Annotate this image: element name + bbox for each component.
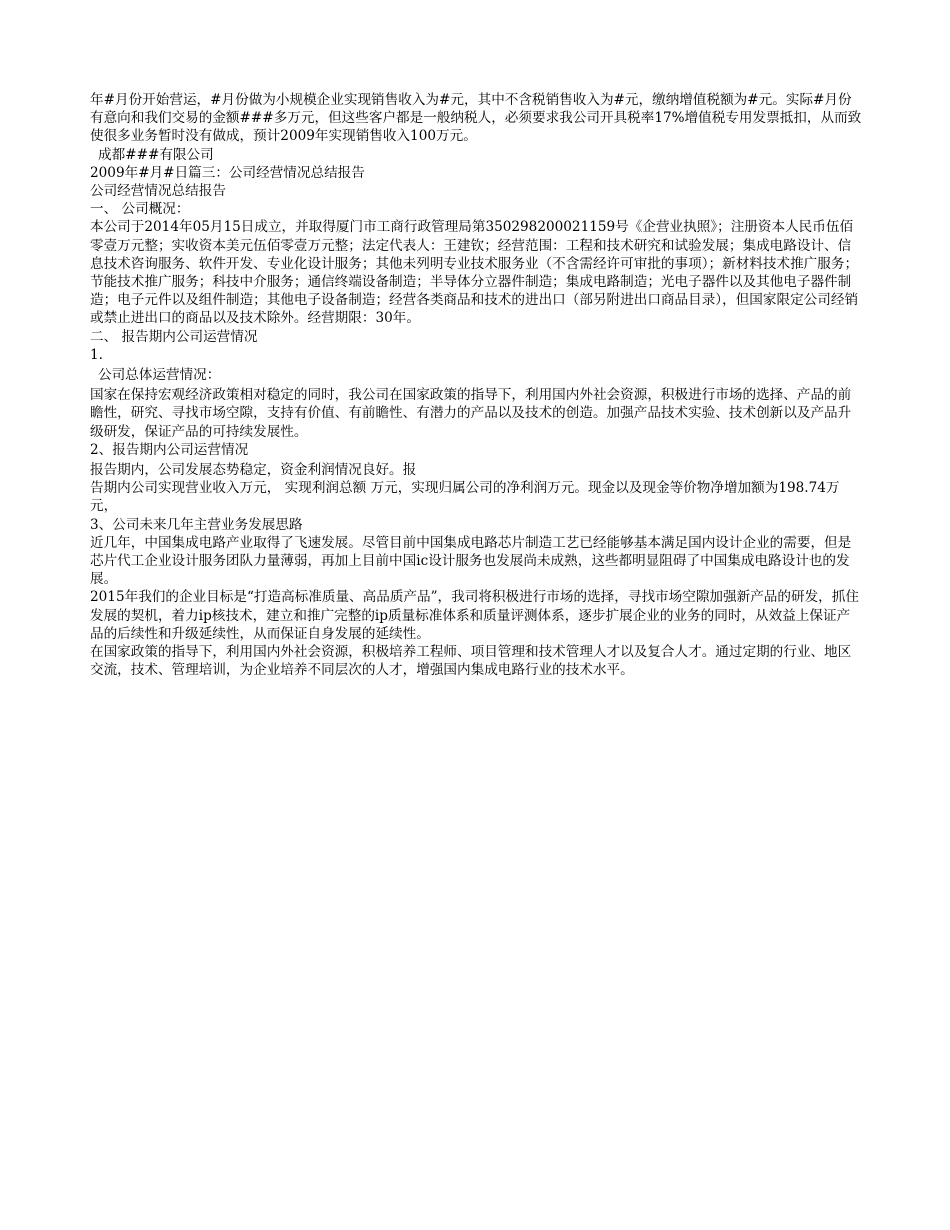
- date-and-chapter-title: 2009年#月#日篇三：公司经营情况总结报告: [90, 164, 365, 181]
- paragraph-period-revenue: 告期内公司实现营业收入万元， 实现利润总额 万元，实现归属公司的净利润万元。现金以及现金等价物净增加额为198.74万元，: [90, 480, 840, 515]
- paragraph-talent-development: 在国家政策的指导下，利用国内外社会资源，积极培养工程师、项目管理和技术管理人才以及复合人才。通过定期的行业、地区交流，技术、管理培训，为企业培养不同层次的人才，增强国内集成电路行业的技术水平。: [90, 644, 852, 679]
- subheading-overall-operations: 公司总体运营情况：: [98, 367, 221, 384]
- subheading-period-operations: 2、报告期内公司运营情况: [90, 441, 249, 458]
- document-body: [90, 91, 862, 680]
- paragraph-period-stability: 报告期内，公司发展态势稳定，资金利润情况良好。报: [90, 462, 417, 479]
- section-heading-overview: 一、 公司概况：: [90, 201, 190, 218]
- subheading-future-plans: 3、公司未来几年主营业务发展思路: [90, 516, 303, 533]
- paragraph-overall-operations: 国家在保持宏观经济政策相对稳定的同时，我公司在国家政策的指导下，利用国内外社会资源，积极进行市场的选择、产品的前瞻性，研究、寻找市场空隙，支持有价值、有前瞻性、有潜力的产品以及技术的创造。加强产品技术实验、技术创新以及产品升级研发，保证产品的可持续发展性。: [90, 387, 852, 440]
- report-title: 公司经营情况总结报告: [90, 183, 226, 200]
- paragraph-industry-development: 近几年，中国集成电路产业取得了飞速发展。尽管目前中国集成电路芯片制造工艺已经能够基本满足国内设计企业的需要，但是芯片代工企业设计服务团队力量薄弱，再加上目前中国ic设计服务也发展尚未成熟，这些都明显阻碍了中国集成电路设计也的发展。: [90, 534, 852, 588]
- paragraph-company-overview: 本公司于2014年05月15日成立，并取得厦门市工商行政管理局第350298200021159号《企营业执照》；注册资本人民币伍佰零壹万元整；实收资本美元伍佰零壹万元整；法定代表人：王建钦；经营范围：工程和技术研究和试验发展；集成电路设计、信息技术咨询服务、软件开发、专业化设计服务；其他未列明专业技术服务业（不含需经许可审批的事项）；新材料技术推广服务；节能技术推广服务；科技中介服务；通信终端设备制造；半导体分立器件制造；集成电路制造；光电子器件以及其他电子器件制造；电子元件以及组件制造；其他电子设备制造；经营各类商品和技术的进出口（部另附进出口商品目录），但国家限定公司经销或禁止进出口的商品以及技术除外。经营期限：30年。: [90, 219, 859, 327]
- paragraph-sales-summary: 年#月份开始营运，#月份做为小规模企业实现销售收入为#元，其中不含税销售收入为#元，缴纳增值税额为#元。实际#月份有意向和我们交易的金额###多万元，但这些客户都是一般纳税人，必须要求我公司开具税率17%增值税专用发票抵扣，从而致使很多业务暂时没有做成，预计2009年实现销售收入100万元。: [90, 92, 862, 145]
- paragraph-2015-goals: 2015年我们的企业目标是“打造高标准质量、高品质产品”，我司将积极进行市场的选择，寻找市场空隙加强新产品的研发，抓住发展的契机，着力ip核技术，建立和推广完整的ip质量标准体系和质量评测体系，逐步扩展企业的业务的同时，从效益上保证产品的后续性和升级延续性，从而保证自身发展的延续性。: [90, 589, 859, 642]
- list-number-one: 1.: [90, 346, 103, 363]
- section-heading-operations: 二、 报告期内公司运营情况: [90, 328, 258, 345]
- company-signature: 成都###有限公司: [98, 146, 214, 163]
